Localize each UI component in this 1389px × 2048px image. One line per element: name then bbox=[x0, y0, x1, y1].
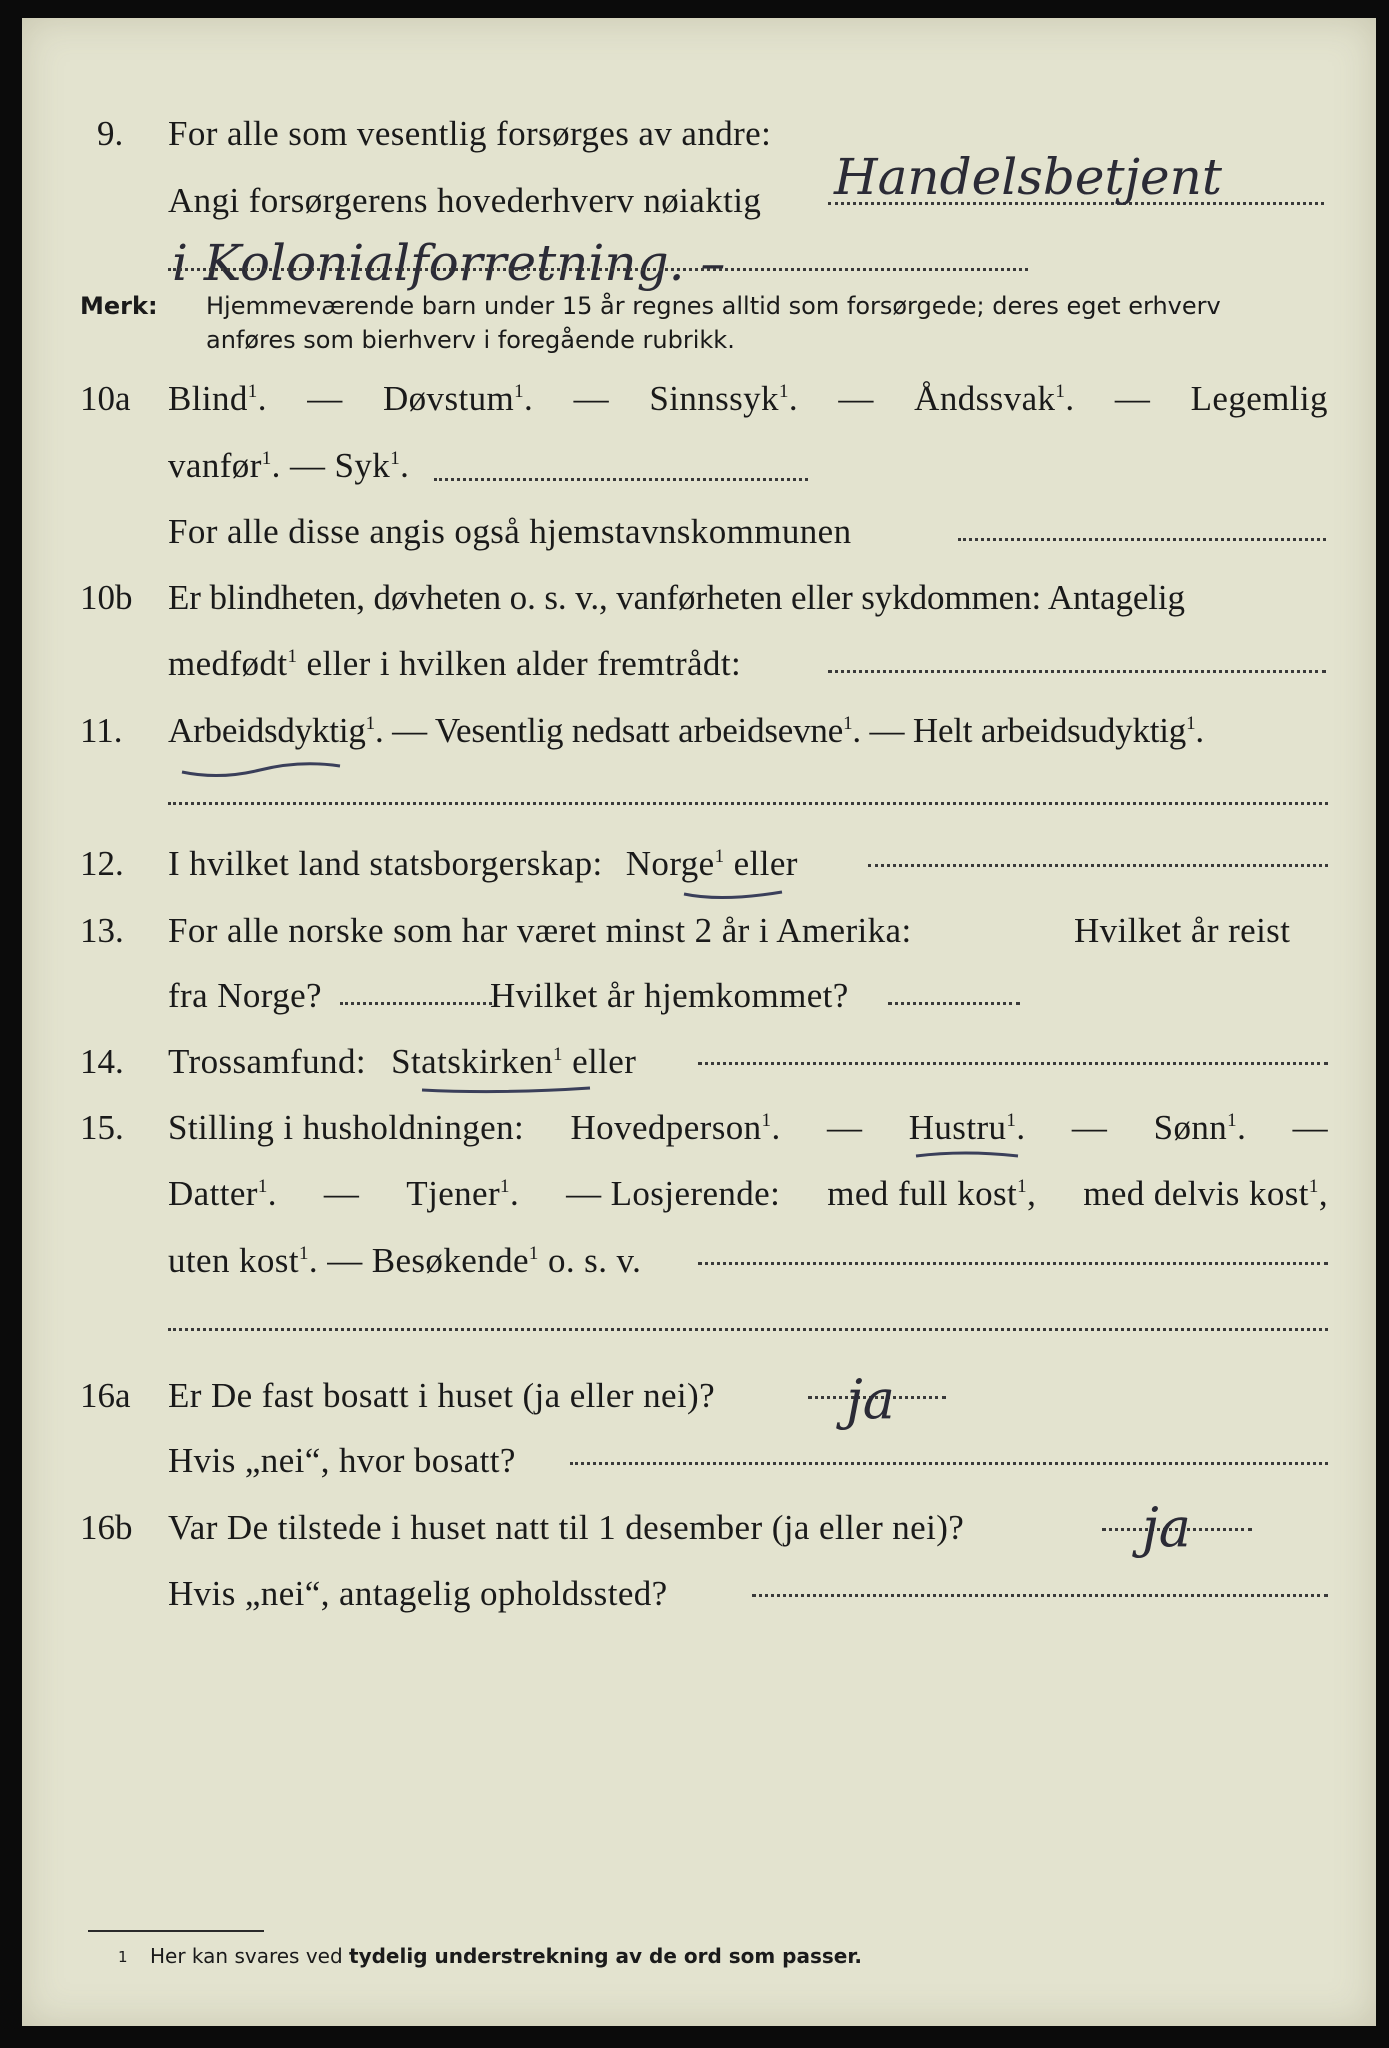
statskirken-underline bbox=[420, 1082, 600, 1098]
q10a-line3: For alle disse angis også hjemstavnskommunen bbox=[168, 512, 852, 551]
q11-number: 11. bbox=[80, 711, 123, 750]
opt-blind: Blind$^1$. bbox=[168, 379, 267, 418]
q16b-handwritten-answer: ja bbox=[1142, 1496, 1191, 1559]
footnote-text bbox=[150, 1944, 862, 1968]
q14-number: 14. bbox=[80, 1042, 124, 1081]
q11-line1 bbox=[168, 711, 1204, 751]
q10b-number: 10b bbox=[80, 578, 133, 617]
q13-number: 13. bbox=[80, 911, 124, 950]
q9-answer-line-2 bbox=[168, 268, 1028, 271]
q16a-line1: Er De fast bosatt i huset (ja eller nei)? bbox=[168, 1376, 716, 1415]
dash: — bbox=[323, 1174, 360, 1213]
q12-line bbox=[168, 844, 798, 884]
footnote-mark: 1 bbox=[118, 1948, 128, 1966]
dash: — bbox=[826, 1108, 863, 1147]
q15-line1 bbox=[168, 1108, 1328, 1148]
q12-answer-line bbox=[868, 864, 1328, 867]
dash: — bbox=[307, 379, 343, 418]
q10a-answer-line bbox=[434, 478, 808, 481]
q12-label: I hvilket land statsborgerskap: bbox=[168, 844, 603, 883]
q16b-line2: Hvis „nei“, antagelig opholdssted? bbox=[168, 1574, 668, 1613]
q16b-line1: Var De tilstede i huset natt til 1 desember (ja eller nei)? bbox=[168, 1508, 965, 1547]
footnote-rule bbox=[88, 1930, 264, 1932]
census-form-page bbox=[22, 18, 1376, 2026]
q16a-bosatt-line bbox=[570, 1462, 1328, 1465]
opt-sinnssyk: Sinnssyk$^1$. bbox=[649, 379, 799, 418]
opt-sonn: Sønn$^1$. bbox=[1153, 1108, 1247, 1147]
footnote-text1: Her kan svares ved bbox=[150, 1944, 343, 1968]
q11-answer-line bbox=[168, 802, 1328, 805]
opt-helt: — Helt arbeidsudyktig$^1$. bbox=[869, 711, 1204, 750]
q15-osv: o. s. v. bbox=[547, 1241, 642, 1280]
q13-line2a: fra Norge? bbox=[168, 976, 322, 1015]
opt-medfodt: medfødt$^1$ bbox=[168, 644, 298, 683]
q12-number: 12. bbox=[80, 844, 124, 883]
opt-besokende: — Besøkende$^1$ bbox=[327, 1241, 539, 1280]
q16a-line2: Hvis „nei“, hvor bosatt? bbox=[168, 1441, 516, 1480]
merk-line2: anføres som bierhverv i foregående rubrikk. bbox=[206, 326, 735, 354]
merk-line1: Hjemmeværende barn under 15 år regnes alltid som forsørgede; deres eget erhverv bbox=[206, 292, 1221, 320]
q9-handwritten-answer2: i Kolonialforretning. – bbox=[172, 234, 726, 292]
opt-hustru: Hustru$^1$. bbox=[908, 1108, 1026, 1147]
q13-line1: For alle norske som har været minst 2 år i Amerika: bbox=[168, 911, 912, 950]
opt-vesentlig: — Vesentlig nedsatt arbeidsevne$^1$. bbox=[392, 711, 861, 750]
q9-line1: For alle som vesentlig forsørges av andre: bbox=[168, 114, 772, 153]
q9-handwritten-answer1: Handelsbetjent bbox=[834, 148, 1222, 206]
q14-line bbox=[168, 1042, 636, 1082]
footnote-text2: tydelig understrekning av de ord som passer. bbox=[349, 1944, 862, 1968]
arbeidsdyktig-underline bbox=[180, 758, 360, 782]
q15-line2 bbox=[168, 1174, 1328, 1214]
q16a-handwritten-answer: ja bbox=[846, 1368, 895, 1431]
q10a-line2 bbox=[168, 446, 409, 486]
opt-hovedperson: Hovedperson$^1$. bbox=[570, 1108, 781, 1147]
opt-norge: Norge$^1$ bbox=[625, 844, 725, 883]
q13-line1b: Hvilket år reist bbox=[1074, 911, 1291, 950]
norge-underline bbox=[682, 886, 792, 906]
q15-answer-line-2 bbox=[168, 1328, 1328, 1331]
q10b-answer-line bbox=[828, 670, 1326, 673]
opt-arbeidsdyktig: Arbeidsdyktig$^1$. bbox=[168, 711, 384, 750]
opt-syk: Syk$^1$. bbox=[334, 446, 410, 485]
q9-line2: Angi forsørgerens hovederhverv nøiaktig bbox=[168, 181, 762, 220]
opt-delvis: med delvis kost$^1$, bbox=[1083, 1174, 1328, 1213]
dash: — bbox=[1114, 379, 1151, 418]
q15-losjerende: — Losjerende: bbox=[566, 1174, 781, 1213]
q14-eller: eller bbox=[572, 1042, 637, 1081]
q10b-line1: Er blindheten, døvheten o. s. v., vanførheten eller sykdommen: Antagelig bbox=[168, 578, 1185, 617]
q10b-line2 bbox=[168, 644, 741, 684]
q10a-number: 10a bbox=[80, 379, 131, 418]
q14-answer-line bbox=[698, 1062, 1328, 1065]
hustru-underline bbox=[914, 1148, 1024, 1164]
opt-fullkost: med full kost$^1$, bbox=[827, 1174, 1037, 1213]
q15-label: Stilling i husholdningen: bbox=[168, 1108, 525, 1147]
opt-legemlig: Legemlig bbox=[1190, 379, 1328, 418]
opt-andssvak: Åndssvak$^1$. bbox=[914, 379, 1075, 418]
opt-uten: uten kost$^1$. bbox=[168, 1241, 319, 1280]
q16b-number: 16b bbox=[80, 1508, 133, 1547]
opt-vanfor: vanfør$^1$. bbox=[168, 446, 281, 485]
dash: — bbox=[1292, 1108, 1328, 1147]
q10b-line2-rest: eller i hvilken alder fremtrådt: bbox=[306, 644, 742, 683]
merk-label: Merk: bbox=[80, 292, 158, 320]
q14-label: Trossamfund: bbox=[168, 1042, 366, 1081]
dash: — bbox=[573, 379, 609, 418]
q9-number: 9. bbox=[97, 114, 124, 153]
q10a-line1 bbox=[168, 379, 1328, 419]
q15-answer-line bbox=[698, 1262, 1328, 1265]
opt-tjener: Tjener$^1$. bbox=[406, 1174, 520, 1213]
q13-line2b: Hvilket år hjemkommet? bbox=[490, 976, 849, 1015]
q10a-hjemstavn-line bbox=[958, 538, 1326, 541]
q15-line3 bbox=[168, 1241, 641, 1281]
q13-hjemkommet-line bbox=[888, 1002, 1020, 1005]
opt-statskirken: Statskirken$^1$ bbox=[391, 1042, 563, 1081]
q15-number: 15. bbox=[80, 1108, 124, 1147]
q13-reist-line bbox=[340, 1002, 492, 1005]
dash: — bbox=[1071, 1108, 1108, 1147]
dash: — bbox=[289, 446, 326, 485]
q12-eller: eller bbox=[733, 844, 798, 883]
opt-dovstum: Døvstum$^1$. bbox=[382, 379, 534, 418]
q16b-opholdssted-line bbox=[752, 1594, 1328, 1597]
q16a-number: 16a bbox=[80, 1376, 131, 1415]
dash: — bbox=[838, 379, 874, 418]
opt-datter: Datter$^1$. bbox=[168, 1174, 277, 1213]
